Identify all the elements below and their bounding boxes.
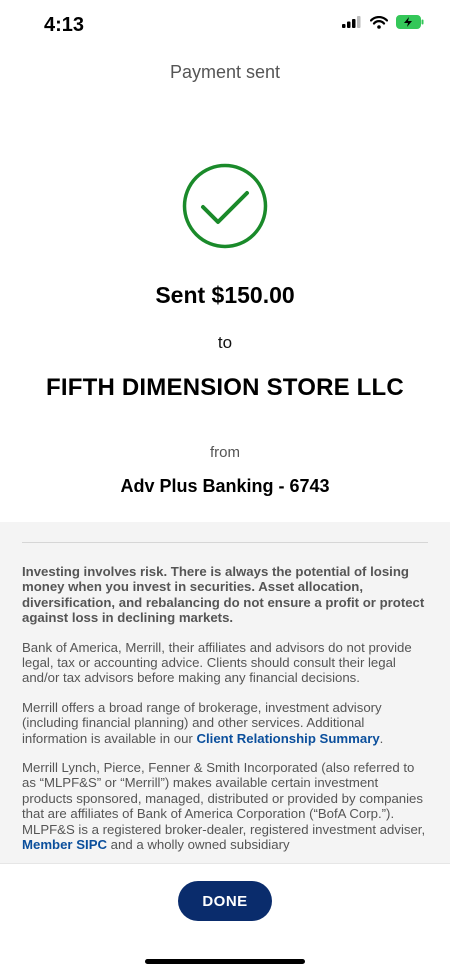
home-indicator[interactable]: [145, 959, 305, 964]
disclosure-services-end: .: [379, 730, 384, 746]
done-button[interactable]: DONE: [178, 881, 272, 921]
disclosure-services-text: Merrill offers a broad range of brokerage, investment advisory (including financial planning) and other services. Additional information is available in our: [22, 699, 382, 746]
from-account: Adv Plus Banking - 6743: [120, 476, 330, 496]
check-circle-icon: [182, 163, 268, 249]
bottom-bar: [0, 863, 450, 974]
disclosure-area[interactable]: [0, 522, 450, 863]
battery-charging-icon: [396, 15, 424, 29]
from-label: from: [210, 444, 240, 461]
to-label: to: [217, 333, 233, 352]
client-relationship-summary-link[interactable]: Client Relationship Summary: [196, 730, 380, 746]
disclosure-advice: Bank of America, Merrill, their affiliates and advisors do not provide legal, tax or accounting advice. Clients should consult their legal and/or tax advisors before making any financial decisions.: [22, 639, 412, 686]
sent-amount: Sent $150.00: [155, 282, 295, 308]
disclosure-services: [22, 700, 428, 746]
payee-name: FIFTH DIMENSION STORE LLC: [46, 374, 404, 401]
status-bar: [0, 0, 450, 50]
signal-icon: [342, 16, 362, 28]
wifi-icon: [370, 16, 388, 29]
disclosure-risk: Investing involves risk. There is always the potential of losing money when you invest in securities. Asset allocation, diversification, and rebalancing do not ensure a profit or protect against loss in declining markets.: [22, 564, 425, 626]
divider: [22, 542, 428, 543]
disclosure-mlpfs-end: and a wholly owned subsidiary: [107, 837, 290, 853]
disclosures: [22, 564, 428, 863]
status-icons: [342, 15, 424, 29]
disclosure-mlpfs: [22, 760, 428, 852]
member-sipc-link[interactable]: Member SIPC: [22, 837, 108, 853]
disclosure-mlpfs-text: Merrill Lynch, Pierce, Fenner & Smith Incorporated (also referred to as “MLPF&S” or “Merrill”) makes available certain investment products sponsored, managed, distributed or provided by companies that are affiliates of Bank of America Corporation (“BofA Corp.”). MLPF&S is a registered broker-dealer, registered investment adviser,: [22, 760, 426, 837]
status-time: 4:13: [44, 14, 85, 36]
page-title: Payment sent: [169, 62, 281, 82]
